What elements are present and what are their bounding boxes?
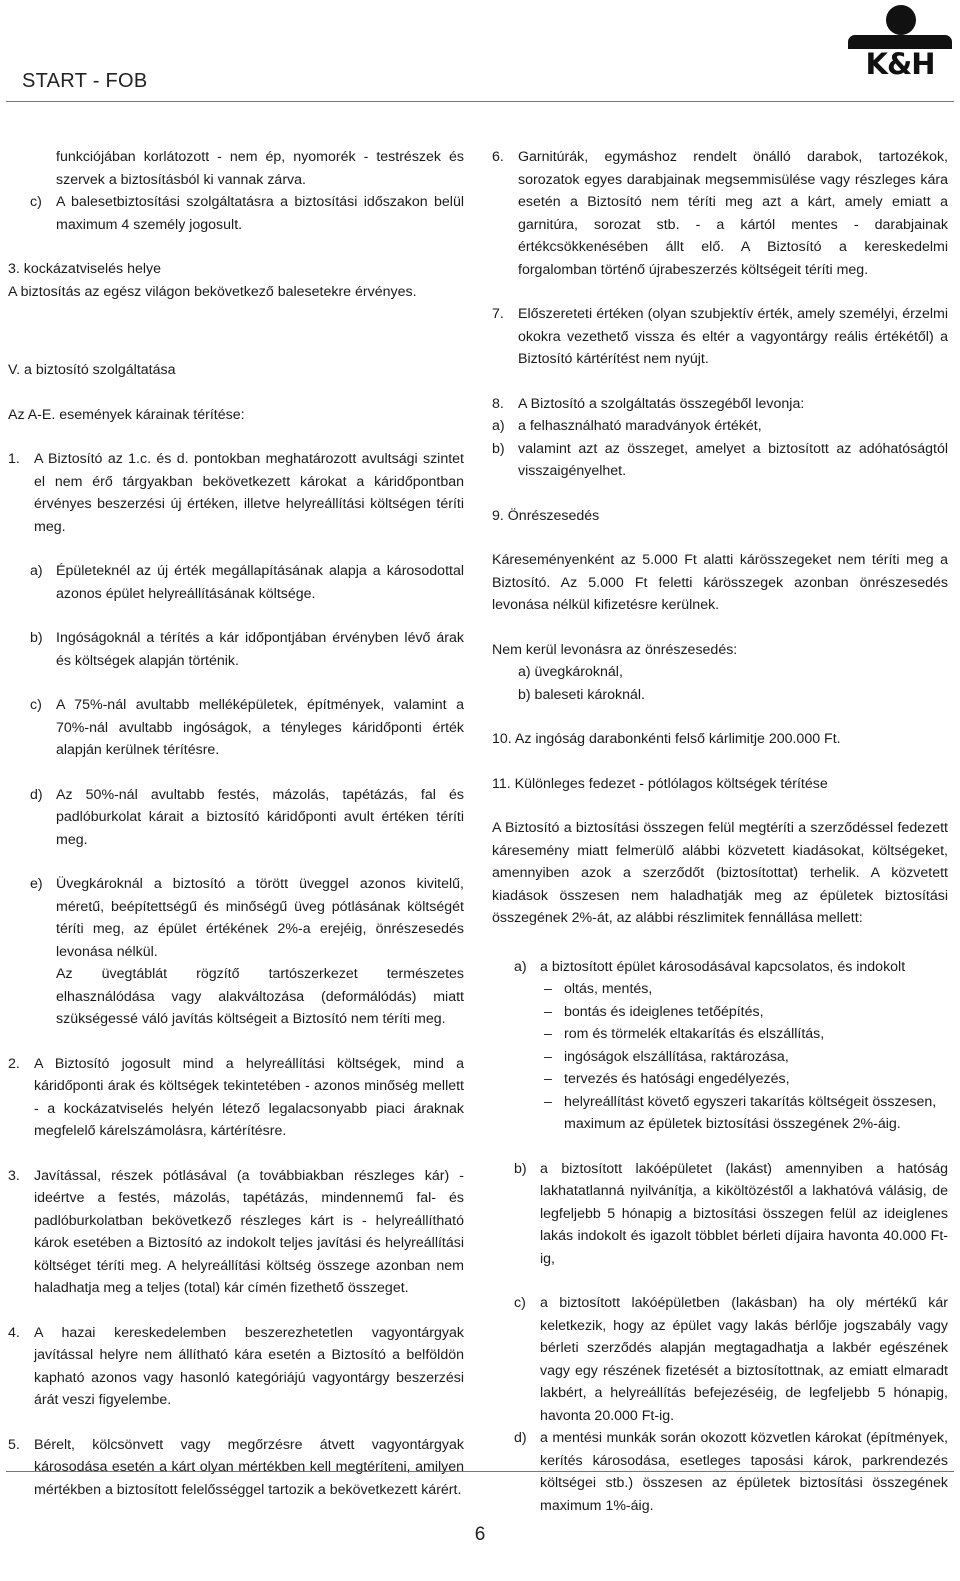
page-number: 6 [474, 1524, 486, 1545]
paragraph: A biztosítás az egész világon bekövetkező balesetekre érvényes. [8, 283, 417, 300]
section-heading-3: 3. kockázatviselés helye [8, 261, 161, 277]
list-marker: d) [514, 1430, 527, 1446]
list-marker: 8. [492, 395, 504, 412]
list-text: Javítással, részek pótlásával (a továbbiakban részleges kár) - ideértve a festés, mázolás, tapétázás, mindennemű fal- és padlóburkolatban bekövetkező részleges kárt is - helyreállítható károk esetében a Biztosító az indokolt teljes javítási és helyreállítási költséget téríti meg. A helyreállítási költség összege azonban nem haladhatja meg a teljes (total) kár címén fizethető összeget. [34, 1167, 464, 1296]
list-text: A 75%-nál avultabb melléképületek, építmények, valamint a 70%-nál avultabb ingóságok, a tényleges káridőponti érték alapján kerülnek térítésre. [56, 697, 464, 758]
list-text: Üvegkároknál a biztosító a törött üveggel azonos kivitelű, méretű, beépítettségű és minőségű üveg pótlásának költségét téríti meg, az épület értékének 2%-a erejéig, önrészesedés levonása nélkül. [56, 876, 464, 960]
footer-divider [6, 1471, 954, 1472]
list-item-c [8, 191, 464, 236]
list-item-5 [8, 1434, 464, 1502]
list-item-d [8, 784, 464, 852]
paragraph-continuation: funkciójában korlátozott - nem ép, nyomorék - testrészek és szervek a biztosításból ki vannak zárva. [56, 149, 464, 188]
list-text: Ingóságoknál a térítés a kár időpontjában érvényben lévő árak és költségek alapján történik. [56, 630, 464, 669]
subsection-heading: Az A-E. események kárainak térítése: [8, 406, 245, 423]
list-item-8b [492, 438, 948, 483]
list-text: Előszereteti értéken (olyan szubjektív érték, amely személyi, érzelmi okokra vezethető vissza és eltér a vagyontárgy reális értékétől) a Biztosító kártérítést nem nyújt. [518, 306, 948, 367]
list-marker: 6. [492, 149, 504, 165]
list-marker: 1. [8, 451, 20, 467]
list-marker: 5. [8, 1436, 20, 1453]
list-text: A Biztosító az 1.c. és d. pontokban meghatározott avultsági szintet el nem érő tárgyakban bekövetkezett károkat a káridőpontban érvényes beszerzési új értéken, illetve helyreállítási költségen téríti meg. [34, 451, 464, 535]
list-marker: c) [30, 194, 42, 210]
section-heading-v: V. a biztosító szolgáltatása [8, 362, 176, 378]
list-text: a biztosított épület károsodásával kapcsolatos, és indokolt [540, 958, 906, 975]
header-divider [6, 101, 954, 102]
list-marker: d) [30, 786, 43, 803]
dash-item: – oltás, mentés, [540, 978, 948, 1001]
list-text: a biztosított lakóépületben (lakásban) ha oly mértékű kár keletkezik, hogy az épület vagy lakás bérlője jogszabály vagy bérleti szerződés alapján megtagadhatja a lakbér egészének vagy egy részének fizetését a biztosítottnak, az emiatt elmaradt lakbért, a helyreállítás befejezéséig, de legfeljebb 5 hónapig, havonta 20.000 Ft-ig. [540, 1295, 948, 1424]
list-marker: 4. [8, 1324, 20, 1341]
list-line: b) baleseti károknál. [518, 686, 645, 703]
section-heading-11: 11. Különleges fedezet - pótlólagos költségek térítése [492, 775, 828, 792]
list-text: a felhasználható maradványok értékét, [518, 418, 762, 434]
list-text: Épületeknél az új érték megállapításának alapja a károsodottal azonos épület helyreállításának költsége. [56, 563, 464, 602]
list-item-7 [492, 303, 948, 371]
logo-circle-icon [886, 5, 916, 35]
dash-item: – tervezés és hatósági engedélyezés, [540, 1068, 948, 1091]
list-marker: 2. [8, 1055, 20, 1072]
paragraph: Nem kerül levonásra az önrészesedés: [492, 641, 738, 658]
dash-marker: – [544, 1093, 552, 1110]
dash-list [540, 978, 948, 1136]
list-marker: a) [30, 563, 43, 579]
list-item-b [8, 627, 464, 672]
list-item-c [492, 1292, 948, 1427]
dash-marker: – [544, 981, 552, 997]
list-line: a) üvegkároknál, [518, 664, 623, 680]
list-item-a [492, 956, 948, 979]
dash-marker: – [544, 1071, 552, 1087]
right-column [492, 146, 948, 1517]
header-title: START - FOB [22, 70, 148, 92]
list-text: a mentési munkák során okozott közvetlen károkat (építmények, kerítés károsodása, esetleges taposási károk, parkrendezés költségei stb.) összesen az épületek biztosítási összegének maximum 1%-áig. [540, 1430, 948, 1514]
list-item-e [8, 873, 464, 963]
list-marker: 3. [8, 1167, 20, 1184]
list-item-1 [8, 448, 464, 538]
paragraph-continuation: Az üvegtáblát rögzítő tartószerkezet természetes elhasználódása vagy alakváltozása (deformálódás) miatt szükségessé váló javítás költségeit a Biztosító nem téríti meg. [56, 966, 464, 1027]
list-item-d [492, 1427, 948, 1517]
dash-item: – helyreállítást követő egyszeri takarítás költségeit összesen, maximum az épületek biztosítási összegének 2%-áig. [540, 1091, 948, 1136]
section-heading-9: 9. Önrészesedés [492, 507, 600, 524]
list-text: Garnitúrák, egymáshoz rendelt önálló darabok, tartozékok, sorozatok egyes darabjainak megsemmisülése vagy részleges kára esetén a Biztosító nem téríti meg azt a kárt, amely emiatt a garnitúra, sorozat stb. - a kártól mentes - darabjainak értékcsökkenésében állt elő. A Biztosító a kereskedelmi forgalomban történő újrabeszerzés költségeit téríti meg. [518, 149, 948, 278]
dash-item: – bontás és ideiglenes tetőépítés, [540, 1001, 948, 1024]
list-marker: c) [514, 1295, 526, 1311]
list-item-4 [8, 1322, 464, 1412]
section-heading-10: 10. Az ingóság darabonkénti felső kárlimitje 200.000 Ft. [492, 731, 841, 747]
list-text: valamint azt az összeget, amelyet a biztosított az adóhatóságtól visszaigényelhet. [518, 440, 948, 479]
list-text: A balesetbiztosítási szolgáltatásra a biztosítási időszakon belül maximum 4 személy jogosult. [56, 194, 464, 233]
list-marker: b) [492, 440, 505, 457]
logo-text: K&H [865, 47, 935, 81]
list-item-b [492, 1158, 948, 1271]
kh-logo [848, 2, 952, 84]
paragraph: Káreseményenként az 5.000 Ft alatti kárösszegeket nem téríti meg a Biztosító. Az 5.000 Ft feletti kárösszegek azonban önrészesedés levonása nélkül kifizetésre kerülnek. [492, 552, 948, 613]
list-text: A hazai kereskedelemben beszerezhetetlen vagyontárgyak javítással helyre nem állítható kára esetén a Biztosító a belföldön kapható azonos vagy hasonló kategóriájú vagyontárgy beszerzési árát veszi figyelembe. [34, 1324, 464, 1408]
list-text: a biztosított lakóépületet (lakást) amennyiben a hatóság lakhatatlanná nyilvánítja, a kiköltözéstől a lakhatóvá válásig, de legfeljebb 5 hónapig a biztosítási összegen felül az ideiglenes lakás indokolt és igazolt többlet bérleti díjaira havonta 40.000 Ft-ig, [540, 1160, 948, 1267]
list-item-2 [8, 1053, 464, 1143]
list-item-8a [492, 415, 948, 438]
list-item-3 [8, 1165, 464, 1300]
list-text: Bérelt, kölcsönvett vagy megőrzésre átvett vagyontárgyak károsodása esetén a kárt olyan mértékben kell megtéríteni, amilyen mértékben a biztosított felelősséggel tartozik a bekövetkezett kárért. [34, 1436, 464, 1498]
list-marker: a) [492, 418, 505, 434]
list-item-c2 [8, 694, 464, 762]
dash-marker: – [544, 1026, 552, 1042]
dash-marker: – [544, 1048, 552, 1065]
list-item-a [8, 560, 464, 605]
list-text: A Biztosító a szolgáltatás összegéből levonja: [518, 395, 805, 412]
dash-item: – ingóságok elszállítása, raktározása, [540, 1046, 948, 1069]
list-marker: c) [30, 697, 42, 713]
list-marker: e) [30, 876, 43, 892]
list-marker: b) [30, 630, 43, 646]
dash-item: – rom és törmelék eltakarítás és elszállítás, [540, 1023, 948, 1046]
list-item-8 [492, 393, 948, 416]
list-text: A Biztosító jogosult mind a helyreállítási költségek, mind a káridőponti árak és költségek tekintetében - azonos minőség mellett - a kockázatviselés helyén létező legalacsonyabb piaci áraknak megfelelő kárelszámolásra, kártérítésre. [34, 1055, 464, 1139]
left-column [8, 146, 464, 1501]
paragraph: A Biztosító a biztosítási összegen felül megtéríti a szerződéssel fedezett káresemény miatt felmerülő alábbi közvetett kiadásokat, költségeket, amennyiben azok a szerződőt (biztosítottat) terhelik. A közvetett kiadások összesen nem haladhatják meg az épületek biztosítási összegének 2%-át, az alábbi részlimitek fennállása mellett: [492, 820, 948, 926]
list-marker: 7. [492, 306, 504, 322]
list-marker: a) [514, 958, 527, 975]
list-item-6 [492, 146, 948, 281]
list-text: Az 50%-nál avultabb festés, mázolás, tapétázás, fal és padlóburkolat kárait a biztosító káridőponti avult értéken téríti meg. [56, 786, 464, 848]
list-marker: b) [514, 1160, 527, 1177]
dash-marker: – [544, 1003, 552, 1020]
